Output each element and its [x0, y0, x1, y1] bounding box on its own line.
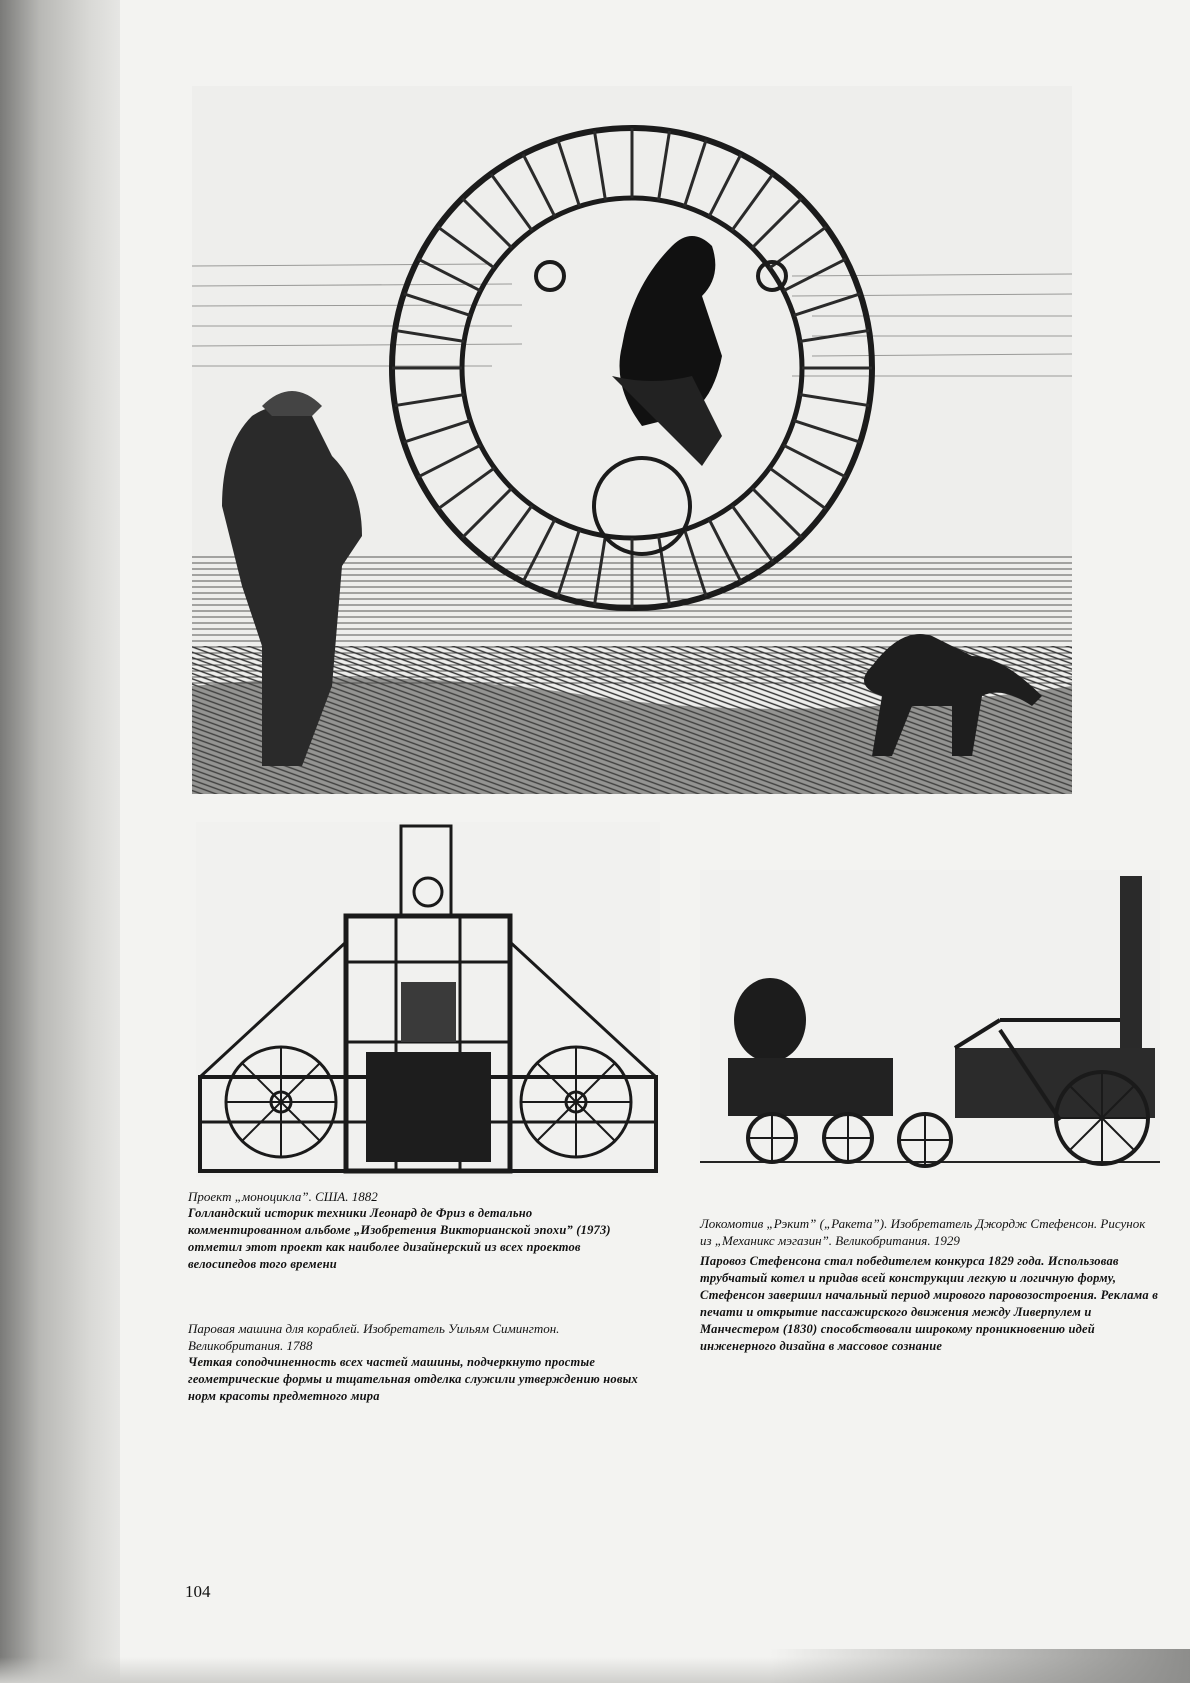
- rocket-locomotive-illustration: [700, 870, 1160, 1170]
- page-number: 104: [185, 1582, 211, 1601]
- monocycle-illustration: [192, 86, 1072, 794]
- locomotive-caption-body: Паровоз Стефенсона стал победителем конкурса 1829 года. Использовав трубчатый котел и придав всей конструкции легкую и логичную форму, Стефенсон завершил начальный период мирового паровозостроения. Реклама в печати и открытие пассажирского движения между Ливерпулем и Манчестером (1830) способствовали широкому проникновению идей инженерного дизайна в массовое сознание: [700, 1254, 1158, 1353]
- monocycle-caption-title: Проект „моноцикла”. США. 1882: [188, 1189, 378, 1204]
- locomotive-caption: [700, 1215, 1160, 1355]
- monocycle-caption-body: Голландский историк техники Леонард де Фриз в детально комментированном альбоме „Изобретения Викторианской эпохи” (1973) отметил этот проект как наиболее дизайнерский из всех проектов велосипедов того времени: [188, 1206, 611, 1271]
- scan-shadow-bottom-right: [770, 1649, 1190, 1683]
- steam-engine-caption-body: Четкая соподчиненность всех частей машины, подчеркнуто простые геометрические формы и тщательная отделка служили утверждению новых норм красоты предметного мира: [188, 1355, 638, 1403]
- scan-shadow-left: [0, 0, 138, 1683]
- monocycle-caption: [188, 1188, 648, 1273]
- locomotive-caption-title: Локомотив „Рэкит” („Ракета”). Изобретатель Джордж Стефенсон. Рисунок из „Механикс мэгазин”. Великобритания. 1929: [700, 1216, 1146, 1248]
- ship-steam-engine-illustration: [196, 822, 660, 1177]
- steam-engine-caption-title: Паровая машина для кораблей. Изобретатель Уильям Симингтон. Великобритания. 1788: [188, 1321, 560, 1353]
- steam-engine-caption: [188, 1320, 648, 1405]
